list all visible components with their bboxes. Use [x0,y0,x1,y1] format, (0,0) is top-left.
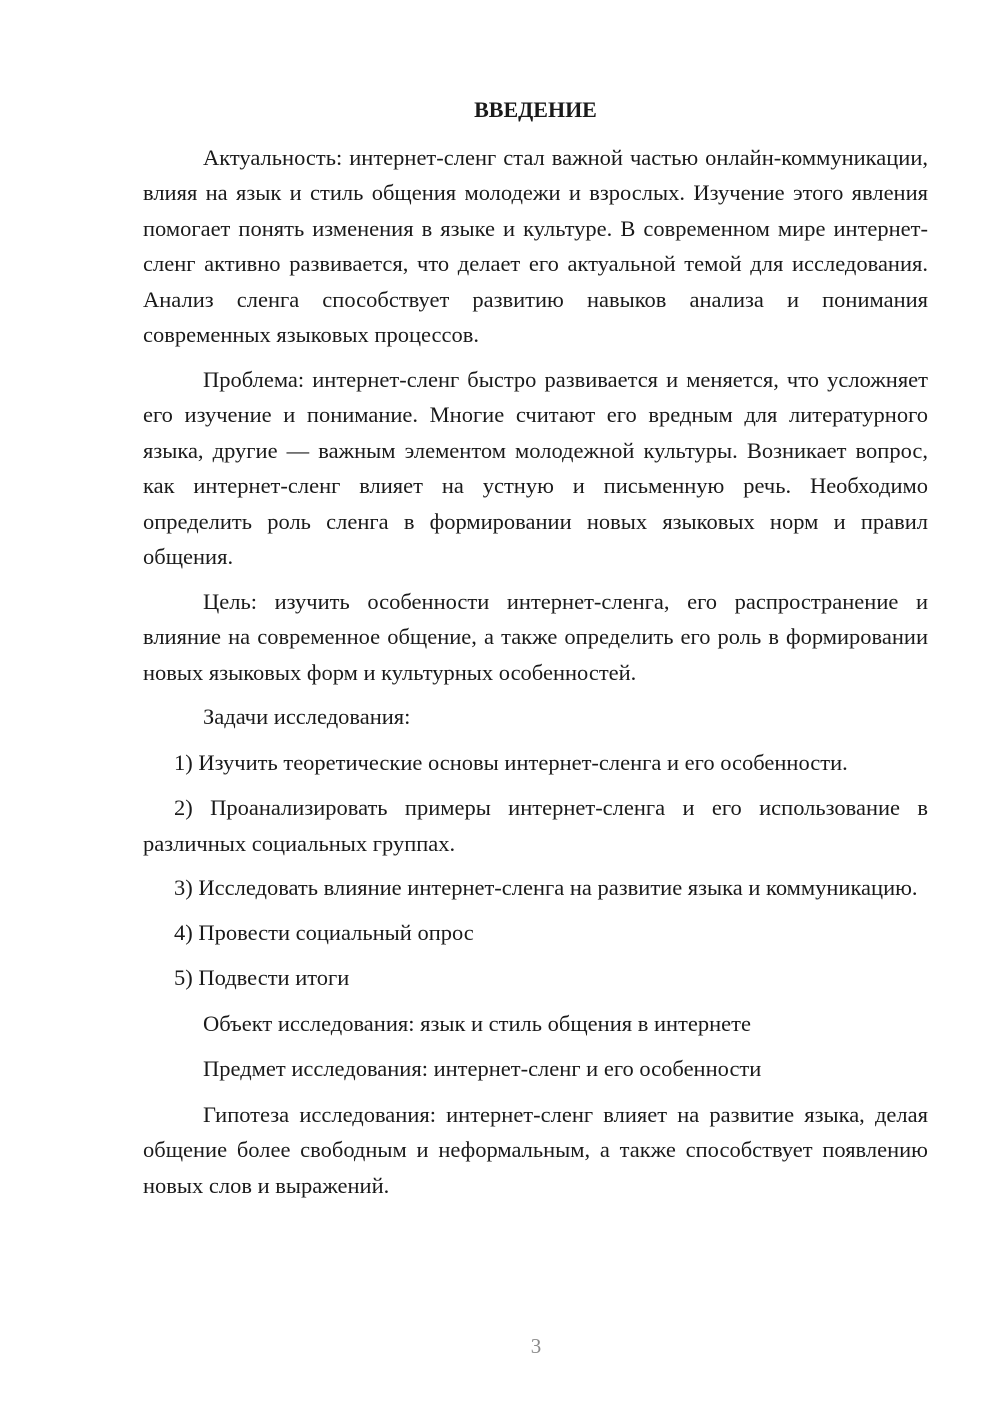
paragraph-goal: Цель: изучить особенности интернет-сленга, его распространение и влияние на современное общение, а также определить его роль в формировании новых языковых форм и культурных особенностей. [143,588,928,685]
paragraph-problem: Проблема: интернет-сленг быстро развивается и меняется, что усложняет его изучение и понимание. Многие считают его вредным для литературного языка, другие — важным элементом молодежной культуры. Возникает вопрос, как интернет-сленг влияет на устную и письменную речь. Необходимо определить роль сленга в формировании новых языковых норм и правил общения. [143,366,928,569]
task-item-5: 5) Подвести итоги [174,965,350,990]
task-item-4: 4) Провести социальный опрос [174,919,474,945]
task-item-3: 3) Исследовать влияние интернет-сленга на развитие языка и коммуникацию. [174,875,918,900]
page-number: 3 [530,1334,542,1358]
page-content [143,92,928,1212]
research-subject: Предмет исследования: интернет-сленг и его особенности [203,1056,762,1081]
research-hypothesis: Гипотеза исследования: интернет-сленг влияет на развитие языка, делая общение более свободным и неформальным, а также способствует появлению новых слов и выражений. [143,1101,928,1198]
paragraph-relevance: Актуальность: интернет-сленг стал важной частью онлайн-коммуникации, влияя на язык и стиль общения молодежи и взрослых. Изучение этого явления помогает понять изменения в языке и культуре. В современном мире интернет-сленг активно развивается, что делает его актуальной темой для исследования. Анализ сленга способствует развитию навыков анализа и понимания современных языковых процессов. [143,144,928,347]
research-object: Объект исследования: язык и стиль общения в интернете [203,1010,751,1036]
page-title: ВВЕДЕНИЕ [474,97,597,122]
task-item-1: 1) Изучить теоретические основы интернет-сленга и его особенности. [174,749,848,775]
task-item-2: 2) Проанализировать примеры интернет-сленга и его использование в различных социальных группах. [143,795,928,856]
tasks-heading: Задачи исследования: [203,704,411,729]
